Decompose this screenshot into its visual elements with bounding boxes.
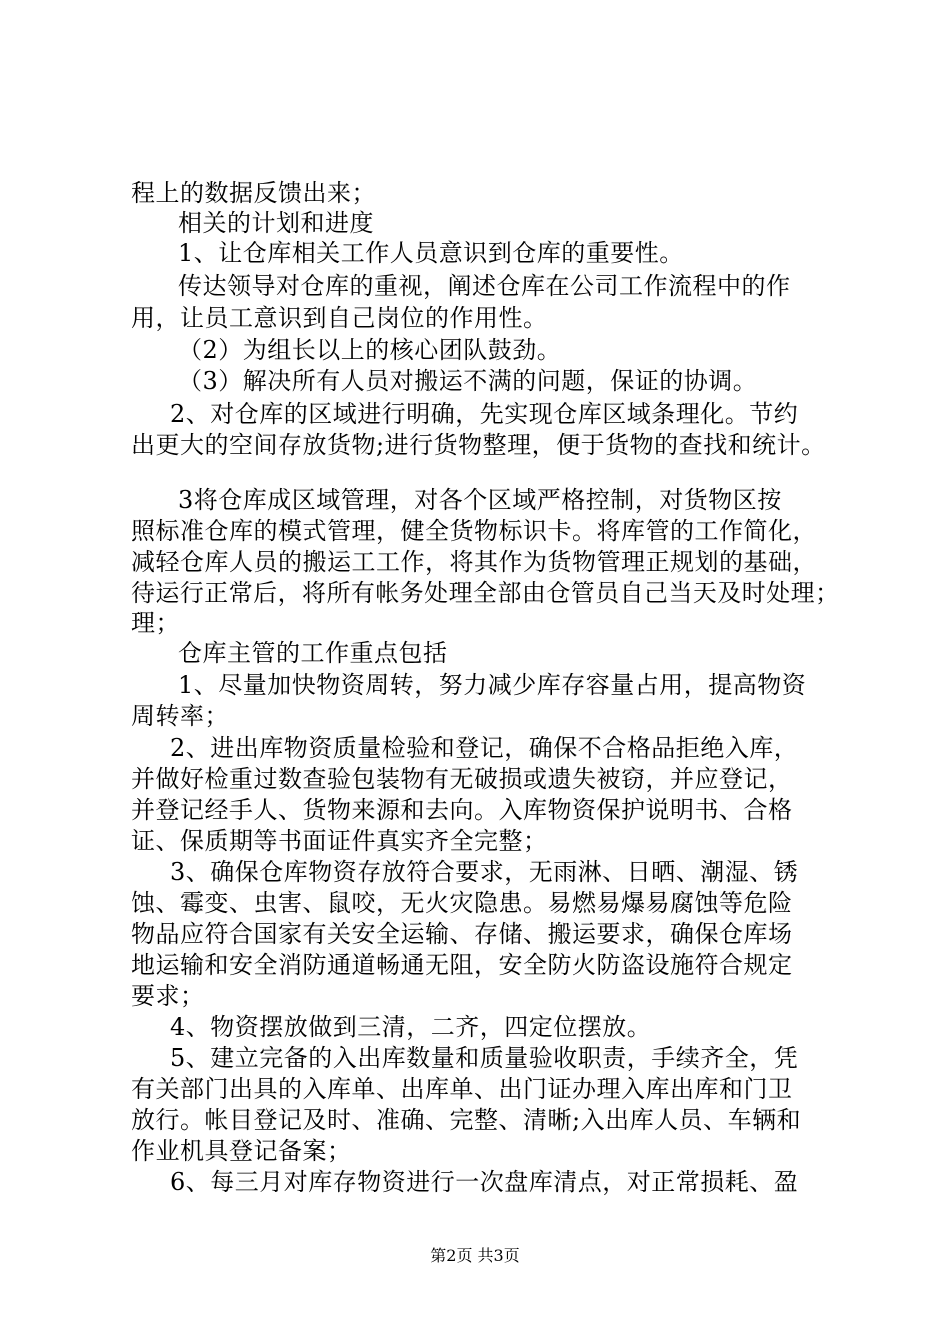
text-line: 4、物资摆放做到三清，二齐，四定位摆放。: [170, 1013, 652, 1041]
text-line: 物品应符合国家有关安全运输、存储、搬运要求，确保仓库场: [131, 920, 793, 948]
text-line: （2）为组长以上的核心团队鼓劲。: [178, 336, 562, 364]
text-line: 1、让仓库相关工作人员意识到仓库的重要性。: [178, 239, 684, 267]
text-line: 待运行正常后，将所有帐务处理全部由仓管员自己当天及时处理；: [131, 579, 840, 607]
text-line: 用，让员工意识到自己岗位的作用性。: [131, 304, 548, 332]
text-line: 周转率；: [131, 702, 229, 730]
text-line: 证、保质期等书面证件真实齐全完整；: [131, 827, 548, 855]
text-line: 理；: [131, 609, 180, 637]
text-line: 并做好检重过数查验包装物有无破损或遗失被窃，并应登记，: [131, 765, 793, 793]
text-line: 有关部门出具的入库单、出库单、出门证办理入库出库和门卫: [131, 1075, 793, 1103]
text-line: 2、进出库物资质量检验和登记，确保不合格品拒绝入库，: [170, 734, 799, 762]
text-line: 蚀、霉变、虫害、鼠咬，无火灾隐患。易燃易爆易腐蚀等危险: [131, 889, 793, 917]
text-line: 6、每三月对库存物资进行一次盘库清点，对正常损耗、盈: [170, 1168, 799, 1196]
text-line: （3）解决所有人员对搬运不满的问题，保证的协调。: [178, 367, 758, 395]
text-line: 程上的数据反馈出来；: [131, 179, 376, 207]
text-line: 并登记经手人、货物来源和去向。入库物资保护说明书、合格: [131, 796, 793, 824]
text-line: 地运输和安全消防通道畅通无阻，安全防火防盗设施符合规定: [131, 951, 793, 979]
text-line: 2、对仓库的区域进行明确，先实现仓库区域条理化。节约: [170, 400, 799, 428]
text-line: 传达领导对仓库的重视，阐述仓库在公司工作流程中的作: [178, 272, 791, 300]
text-line: 3将仓库成区域管理，对各个区域严格控制，对货物区按: [178, 486, 782, 514]
text-line: 仓库主管的工作重点包括: [178, 639, 448, 667]
text-line: 出更大的空间存放货物;进行货物整理，便于货物的查找和统计。: [131, 431, 826, 459]
text-line: 减轻仓库人员的搬运工工作，将其作为货物管理正规划的基础，: [131, 548, 817, 576]
page-footer: 第2页 共3页: [430, 1246, 520, 1265]
text-line: 相关的计划和进度: [178, 209, 374, 237]
text-line: 3、确保仓库物资存放符合要求，无雨淋、日晒、潮湿、锈: [170, 858, 799, 886]
text-line: 5、建立完备的入出库数量和质量验收职责，手续齐全，凭: [170, 1044, 799, 1072]
text-line: 要求；: [131, 982, 205, 1010]
text-line: 照标准仓库的模式管理，健全货物标识卡。将库管的工作简化，: [131, 517, 817, 545]
text-line: 1、尽量加快物资周转，努力减少库存容量占用，提高物资: [178, 671, 807, 699]
text-line: 放行。帐目登记及时、准确、完整、清晰;入出库人员、车辆和: [131, 1106, 802, 1134]
text-line: 作业机具登记备案；: [131, 1137, 352, 1165]
